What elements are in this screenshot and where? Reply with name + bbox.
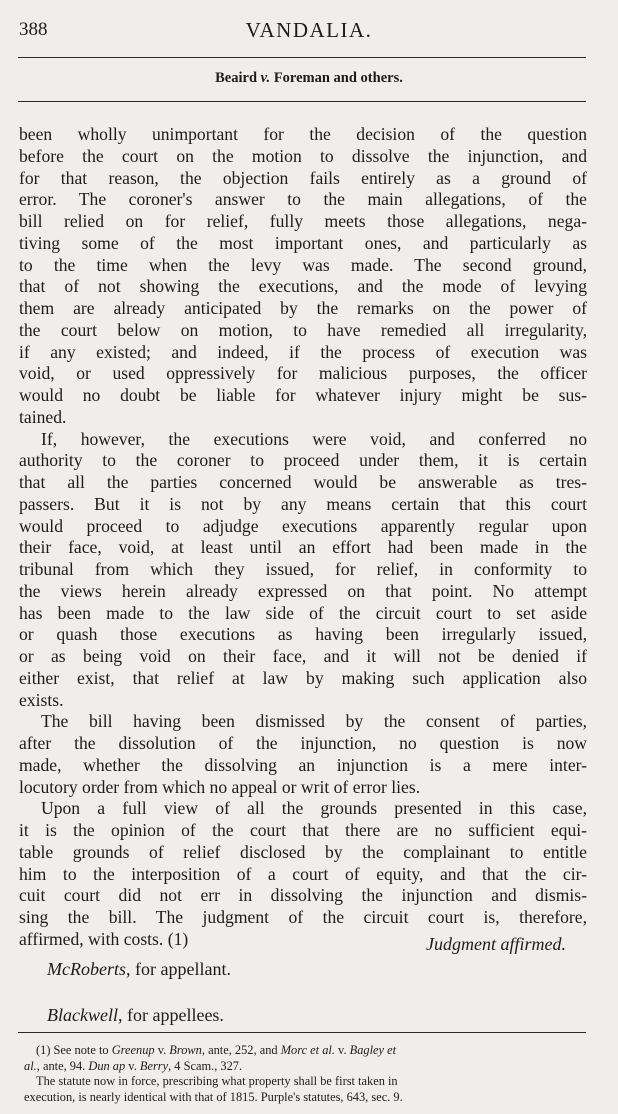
body-line: if any existed; and indeed, if the process of execution was xyxy=(19,341,587,362)
running-title: VANDALIA. xyxy=(245,18,373,42)
body-line: has been made to the law side of the circuit court to set aside xyxy=(19,602,587,623)
body-line: made, whether the dissolving an injunction is a mere inter- xyxy=(19,754,587,775)
case-plaintiff: Beaird xyxy=(215,70,258,86)
footnote-case-name: Greenup xyxy=(111,1043,155,1057)
footnote-case-name: Morc et al. xyxy=(280,1043,335,1057)
body-line: them are already anticipated by the remarks on the power of xyxy=(19,298,587,318)
body-line: or quash those executions as having been irregularly issued, xyxy=(19,624,587,645)
footnote-text: v. xyxy=(154,1043,170,1057)
footnote-text: , ante, 94. xyxy=(36,1058,89,1073)
body-line: void, or used oppressively for malicious purposes, the officer xyxy=(19,363,587,384)
footnote-line xyxy=(24,1043,584,1059)
body-line: cuit court did not err in dissolving the injunction and dismis- xyxy=(19,885,587,906)
footnote xyxy=(24,1043,584,1105)
body-line: would no doubt be liable for whatever injury might be sus- xyxy=(19,385,587,405)
footnote-text: v. xyxy=(334,1043,350,1057)
judgment-line: Judgment affirmed. xyxy=(426,934,566,954)
case-title-rule xyxy=(18,101,586,102)
footnote-text: v. xyxy=(125,1058,140,1073)
header-rule xyxy=(18,57,586,58)
body-line: locutory order from which no appeal or writ of error lies. xyxy=(19,776,421,797)
footnote-case-name: Brown xyxy=(169,1043,202,1057)
body-line: that all the parties concerned would be answerable as tres- xyxy=(19,472,587,492)
body-line: tribunal from which they issued, for relief, in conformity to xyxy=(19,559,587,579)
counsel-appellant-role: , for appellant. xyxy=(125,959,231,979)
body-line: after the dissolution of the injunction, no question is now xyxy=(19,733,587,753)
counsel-appellant xyxy=(47,959,231,980)
footnote-case-name: Berry xyxy=(139,1058,169,1073)
body-line: Upon a full view of all the grounds presented in this case, xyxy=(41,798,587,819)
body-line: either exist, that relief at law by making such application also xyxy=(19,667,587,688)
body-line: tiving some of the most important ones, and particularly as xyxy=(19,232,587,253)
body-line: passers. But it is not by any means certain that this court xyxy=(19,493,587,514)
body-line: that of not showing the executions, and the mode of levying xyxy=(19,276,587,297)
body-line: to the time when the levy was made. The second ground, xyxy=(19,254,587,275)
body-line: sing the bill. The judgment of the circuit court is, therefore, xyxy=(19,907,587,927)
counsel-appellant-name: McRoberts xyxy=(47,959,126,979)
body-line: exists. xyxy=(19,689,64,710)
footnote-case-name: al. xyxy=(24,1058,37,1073)
body-line: it is the opinion of the court that there are no sufficient equi- xyxy=(19,820,587,840)
footnote-text: (1) See note to xyxy=(36,1043,112,1057)
footnote-line: execution, is nearly identical with that of 1815. Purple's statutes, 643, sec. 9. xyxy=(24,1089,403,1104)
body-line: tained. xyxy=(19,406,67,427)
body-line: before the court on the motion to dissolve the injunction, and xyxy=(19,145,587,166)
body-line: authority to the coroner to proceed under them, it is certain xyxy=(19,450,587,471)
footnote-rule xyxy=(18,1032,586,1033)
counsel-appellees xyxy=(47,1005,224,1026)
footnote-line xyxy=(24,1059,584,1075)
body-line: The bill having been dismissed by the consent of parties, xyxy=(41,711,587,732)
footnote-case-name: Dun ap xyxy=(88,1058,126,1073)
opinion-body xyxy=(19,124,587,951)
case-defendants: Foreman and others. xyxy=(273,70,403,86)
page-number: 388 xyxy=(19,19,48,40)
body-line: bill relied on for relief, fully meets those allegations, nega- xyxy=(19,211,587,231)
body-line: been wholly unimportant for the decision of the question xyxy=(19,124,587,144)
body-line: If, however, the executions were void, and conferred no xyxy=(41,428,587,449)
body-line: affirmed, with costs. (1) xyxy=(19,928,189,949)
case-title xyxy=(0,70,618,87)
body-line: would proceed to adjudge executions apparently regular upon xyxy=(19,515,587,536)
case-versus: v. xyxy=(260,70,271,86)
body-line: table grounds of relief disclosed by the complainant to entitle xyxy=(19,841,587,862)
body-line: him to the interposition of a court of equity, and that the cir- xyxy=(19,863,587,884)
body-line: for that reason, the objection fails entirely as a ground of xyxy=(19,167,587,188)
footnote-text: , 4 Scam., 327. xyxy=(168,1058,243,1073)
body-line: their face, void, at least until an effort had been made in the xyxy=(19,537,587,558)
footnote-case-name: Bagley et xyxy=(349,1043,397,1057)
body-line: error. The coroner's answer to the main allegations, of the xyxy=(19,189,587,210)
body-line: or as being void on their face, and it will not be denied if xyxy=(19,646,587,666)
body-line: the court below on motion, to have remedied all irregularity, xyxy=(19,319,587,340)
counsel-appellees-name: Blackwell xyxy=(47,1005,118,1025)
footnote-text: , ante, 252, and xyxy=(201,1043,281,1057)
counsel-appellees-role: , for appellees. xyxy=(117,1005,224,1025)
footnote-line: The statute now in force, prescribing what property shall be first taken in xyxy=(36,1074,398,1088)
body-line: the views herein already expressed on that point. No attempt xyxy=(19,580,587,601)
